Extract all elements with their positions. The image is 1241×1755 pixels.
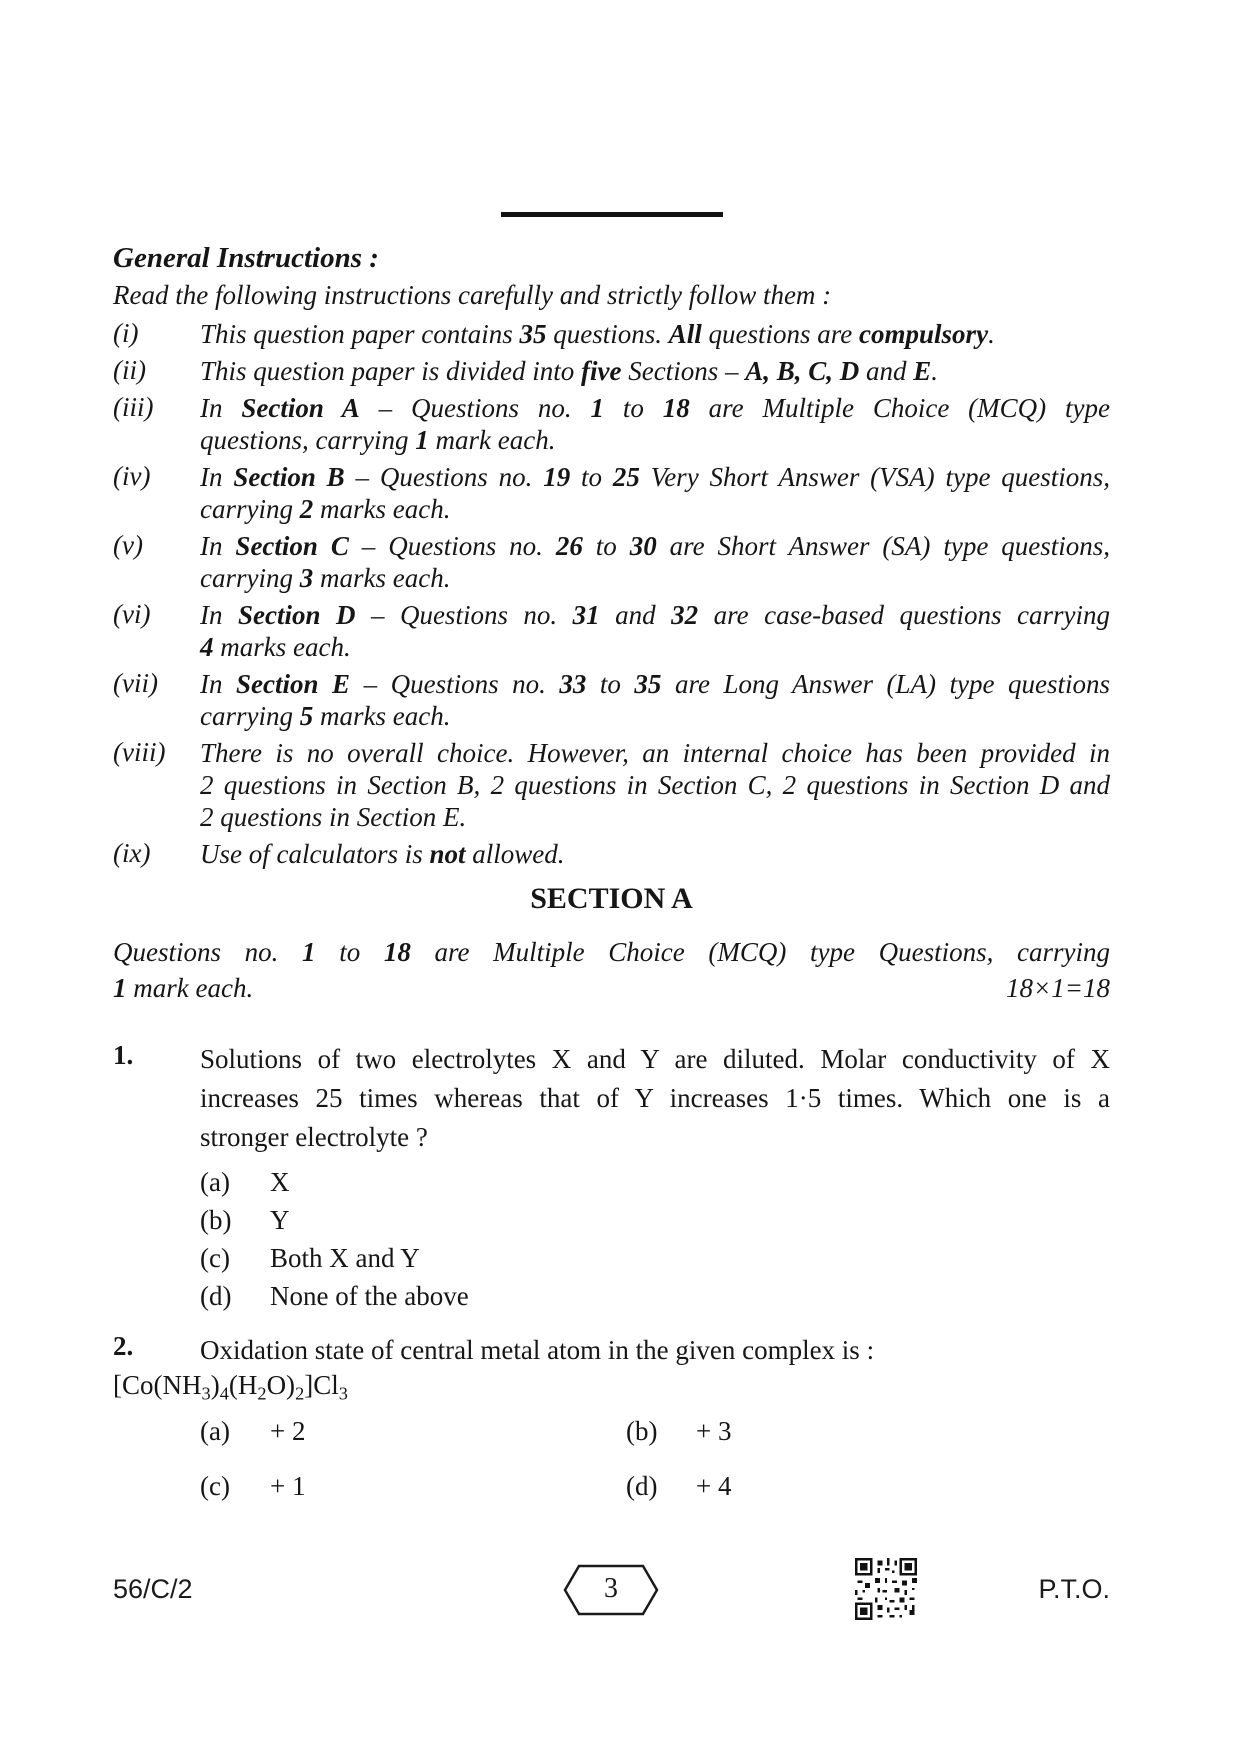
page-footer [113,1558,1110,1630]
instruction-item-iii [113,392,1110,456]
instruction-number: (v) [113,530,143,560]
instruction-number: (iv) [113,461,151,491]
option-label: (a) [200,1167,230,1197]
option-text: X [270,1167,290,1197]
option-row [200,1277,1110,1315]
section-a-intro-line2: 1 mark each. [113,973,254,1003]
option [626,1466,731,1506]
instruction-item-ix [113,838,1110,870]
instruction-item-viii [113,737,1110,833]
general-instructions-list [113,318,1110,870]
qr-code-icon [855,1558,917,1620]
option-label: (c) [200,1243,230,1273]
instruction-number: (ix) [113,838,151,868]
option-row [200,1239,1110,1277]
instruction-text: This question paper contains 35 questions. All questions are compulsory. [200,319,995,349]
instruction-item-i [113,318,1110,350]
option-row [200,1201,1110,1239]
option [200,1466,626,1506]
page-number-hexagon [563,1564,659,1616]
question-text: Solutions of two electrolytes X and Y are diluted. Molar conductivity of X increases 25 times whereas that of Y increases 1·5 times. Which one is a stronger electrolyte ? [200,1044,1110,1152]
option-label: (a) [200,1415,230,1446]
instruction-text: In Section B – Questions no. 19 to 25 Very Short Answer (VSA) type questions, carrying 2 marks each. [200,462,1111,524]
instruction-item-vi [113,599,1110,663]
instruction-text: In Section E – Questions no. 33 to 35 are Long Answer (LA) type questions carrying 5 marks each. [200,669,1111,731]
option-text: None of the above [270,1281,469,1311]
instruction-text: There is no overall choice. However, an internal choice has been provided in 2 questions in Section B, 2 questions in Section C, 2 questions in Section D and 2 questions in Section E. [200,738,1110,832]
instruction-text: Use of calculators is not allowed. [200,839,565,869]
chemical-formula: $[Co(NH_3)_4(H_2O)_2]Cl_3$ [113,1370,348,1404]
option-text: Both X and Y [270,1243,420,1273]
general-instructions-heading: General Instructions : [113,242,379,274]
option [200,1411,626,1451]
instruction-number: (ii) [113,355,146,385]
pto-label: P.T.O. [1038,1574,1110,1604]
instruction-number: (vi) [113,599,151,629]
question-number: 1. [113,1040,134,1070]
question-1-options [200,1163,1110,1315]
page-number: 3 [604,1573,618,1604]
option-label: (d) [626,1470,658,1501]
instruction-text: This question paper is divided into five Sections – A, B, C, D and E. [200,356,938,386]
option-row [200,1411,1110,1451]
option-text: + 4 [696,1470,732,1501]
question-2 [113,1331,1110,1506]
marks-total: 18×1=18 [1006,973,1110,1003]
section-a-intro [113,934,1110,1006]
question-1 [113,1040,1110,1315]
paper-code: 56/C/2 [113,1574,193,1604]
instruction-item-vii [113,668,1110,732]
instruction-number: (viii) [113,737,166,767]
option-text: + 3 [696,1415,732,1446]
question-2-options [200,1411,1110,1506]
instruction-text: In Section A – Questions no. 1 to 18 are Multiple Choice (MCQ) type questions, carrying 1 mark each. [200,393,1110,455]
instruction-number: (vii) [113,668,158,698]
option-row [200,1466,1110,1506]
section-a-heading: SECTION A [530,882,693,915]
option-label: (b) [626,1415,658,1446]
page-content [113,0,1110,1506]
question-number: 2. [113,1331,134,1361]
instruction-text: In Section D – Questions no. 31 and 32 are case-based questions carrying 4 marks each. [200,600,1111,662]
option [626,1411,731,1451]
option-text: + 1 [270,1470,306,1501]
option-label: (d) [200,1281,232,1311]
option-text: + 2 [270,1415,306,1446]
instruction-item-v [113,530,1110,594]
section-a-intro-line1: Questions no. 1 to 18 are Multiple Choice (MCQ) type Questions, carrying [113,937,1110,967]
option-row [200,1163,1110,1201]
general-instructions-subheading: Read the following instructions carefully and strictly follow them : [113,280,832,310]
option-text: Y [270,1205,290,1235]
option-label: (b) [200,1205,232,1235]
instruction-number: (i) [113,318,139,348]
instruction-number: (iii) [113,392,154,422]
question-text: Oxidation state of central metal atom in the given complex is : [200,1335,875,1365]
separator-rule [501,212,723,217]
instruction-item-iv [113,461,1110,525]
instruction-item-ii [113,355,1110,387]
instruction-text: In Section C – Questions no. 26 to 30 are Short Answer (SA) type questions, carrying 3 marks each. [200,531,1110,593]
option-label: (c) [200,1470,230,1501]
